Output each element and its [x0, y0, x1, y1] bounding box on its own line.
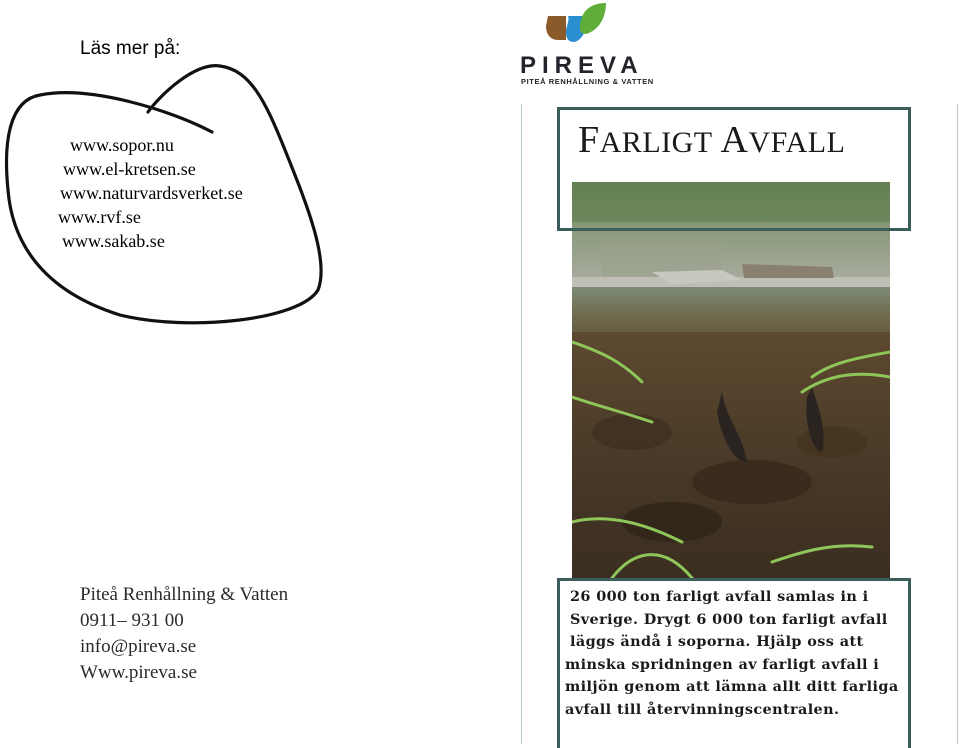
- body-line: 26 000 ton farligt avfall samlas in i: [570, 588, 869, 605]
- website-link[interactable]: Www.pireva.se: [80, 662, 197, 683]
- link-naturvardsverket[interactable]: www.naturvardsverket.se: [60, 183, 243, 203]
- company-name: Piteå Renhållning & Vatten: [80, 584, 289, 605]
- logo-subtitle: PITEÅ RENHÅLLNING & VATTEN: [521, 77, 654, 86]
- body-line: avfall till återvinningscentralen.: [565, 700, 840, 718]
- title-second-capital: A: [720, 119, 749, 161]
- title-second-rest: VFALL: [748, 126, 846, 159]
- cover-title: [578, 118, 845, 162]
- title-first-rest: ARLIGT: [599, 126, 713, 159]
- body-line: läggs ändå i soporna. Hjälp oss att: [570, 633, 864, 650]
- link-rvf[interactable]: www.rvf.se: [58, 207, 141, 227]
- body-line: Sverige. Drygt 6 000 ton farligt avfall: [570, 610, 888, 628]
- title-first-capital: F: [578, 119, 600, 161]
- link-el-kretsen[interactable]: www.el-kretsen.se: [63, 159, 196, 179]
- cover-body-text: [565, 586, 910, 721]
- body-line: miljön genom att lämna allt ditt farliga: [565, 678, 899, 695]
- body-line: minska spridningen av farligt avfall i: [565, 655, 880, 673]
- link-sakab[interactable]: www.sakab.se: [62, 231, 165, 251]
- read-more-heading: Läs mer på:: [80, 38, 181, 59]
- logo-wordmark: PIREVA: [520, 52, 644, 79]
- phone-number: 0911– 931 00: [80, 610, 184, 631]
- email-address[interactable]: info@pireva.se: [80, 636, 197, 657]
- underwater-stream-photo: [572, 182, 890, 578]
- contact-block: [80, 582, 288, 686]
- link-sopor[interactable]: www.sopor.nu: [70, 135, 174, 155]
